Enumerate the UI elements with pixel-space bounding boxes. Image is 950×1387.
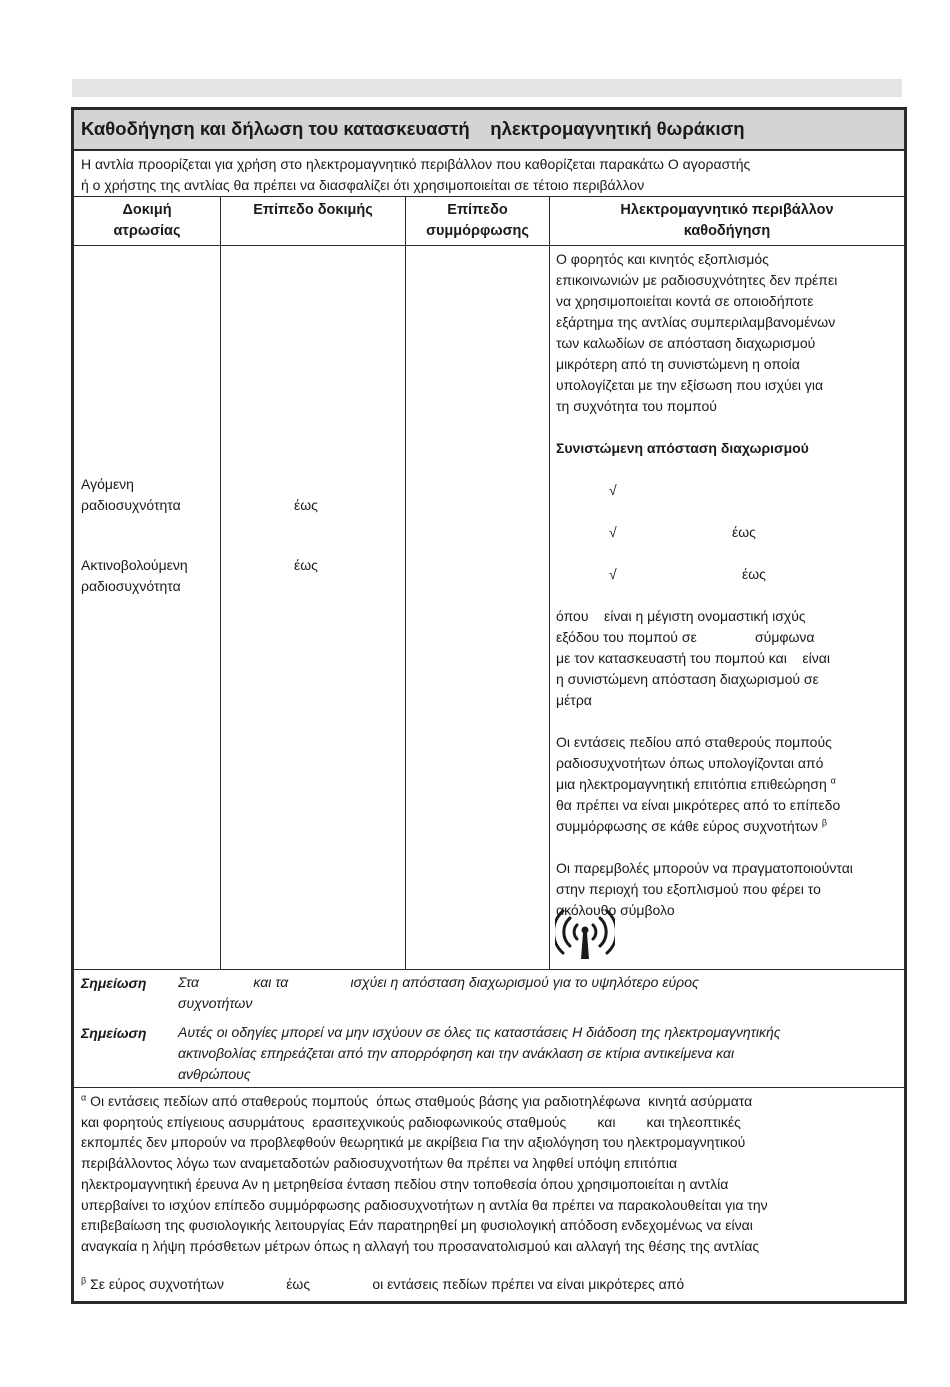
rule bbox=[74, 969, 904, 970]
footnote-beta: $^\beta$ Σε εύρος συχνοτήτων έως οι εντάσεις πεδίων πρέπει να είναι μικρότερες από bbox=[81, 1275, 685, 1292]
emc-table bbox=[71, 107, 907, 1304]
header-compliance-level: Επίπεδο συμμόρφωσης bbox=[426, 202, 529, 239]
formula-line: √ έως bbox=[609, 566, 766, 582]
environment-guidance: Ο φορητός και κινητός εξοπλισμός επικοινωνιών με ραδιοσυχνότητες δεν πρέπει να χρησιμοποιείται κοντά σε οποιοδήποτε εξάρτημα της αντλίας συμπεριλαμβανομένων των καλωδίων σε απόσταση διαχωρισμού μικρότερη από τη συνιστώμενη η οποία υπολογίζεται με την εξίσωση που ισχύει για τη συχνότητα του πομπού Συνιστώμενη απόσταση διαχωρισμού √ √ έως √ έως όπου είναι η μέγιστη ονομαστική ισχύς εξόδου του πομπού σε σύμφωνα με τον κατασκευαστή του πομπού και είναι η συνιστώμενη απόσταση διαχωρισμού σε μέτρα Οι εντάσεις πεδίου από σταθερούς πομπούς ραδιοσυχνοτήτων όπως υπολογίζονται από μια ηλεκτρομαγνητική επιτόπια επιθεώρηση $^\alpha$ θα πρέπει να είναι μικρότερες από το επίπεδο συμμόρφωσης σε κάθε εύρος συχνοτήτων $^\beta$ Οι παρεμβολές μπορούν να πραγματοποιούνται στην περιοχή του εξοπλισμού που φέρει το ακόλουθο σύμβολο bbox=[556, 249, 901, 921]
header-immunity-test: Δοκιμή ατρωσίας bbox=[113, 202, 181, 239]
note-text: Στα και τα ισχύει η απόσταση διαχωρισμού για το υψηλότερο εύρος συχνοτήτων bbox=[178, 974, 699, 1011]
row-radiated-rf: Ακτινοβολούμενη ραδιοσυχνότητα bbox=[81, 557, 188, 594]
table-title: Καθοδήγηση και δήλωση του κατασκευαστή ηλεκτρομαγνητική θωράκιση bbox=[81, 118, 745, 139]
radiated-test-level: έως bbox=[294, 557, 318, 573]
page-header-bar bbox=[72, 79, 902, 97]
intro-text bbox=[81, 154, 899, 196]
note-label: Σημείωση bbox=[81, 975, 147, 991]
non-ionizing-radiation-icon bbox=[555, 905, 615, 961]
row-conducted-rf: Αγόμενη ραδιοσυχνότητα bbox=[81, 476, 181, 513]
intro-line: Η αντλία προορίζεται για χρήση στο ηλεκτρομαγνητικό περιβάλλον που καθορίζεται παρακάτω Ο αγοραστής bbox=[81, 156, 751, 172]
rule bbox=[74, 1087, 904, 1088]
conducted-test-level: έως bbox=[294, 497, 318, 513]
footnote-alpha: $^\alpha$ Οι εντάσεις πεδίων από σταθερούς πομπούς όπως σταθμούς βάσης για ραδιοτηλέφωνα κινητά ασύρματα και φορητούς επίγειους ασυρμάτους ερασιτεχνικούς ραδιοφωνικούς σταθμούς και και τηλεοπτικές εκπομπές δεν μπορούν να προβλεφθούν θεωρητικά με ακρίβεια Για την αξιολόγηση του ηλεκτρομαγνητικού περιβάλλοντος λόγω των αναμεταδοτών ραδιοσυχνοτήτων θα πρέπει να ληφθεί υπόψη επιτόπια ηλεκτρομαγνητική έρευνα Αν η μετρηθείσα ένταση πεδίου στην τοποθεσία όπου χρησιμοποιείται η αντλία υπερβαίνει το ισχύον επίπεδο συμμόρφωσης ραδιοσυχνοτήτων η αντλία θα πρέπει να παρακολουθείται για την επιβεβαίωση της φυσιολογικής λειτουργίας Εάν παρατηρηθεί μη φυσιολογική απόδοση ενδεχομένως να είναι αναγκαία η λήψη πρόσθετων μέτρων όπως η αλλαγή του προσανατολισμού και αλλαγή της θέσης της αντλίας bbox=[81, 1092, 768, 1254]
header-test-level: Επίπεδο δοκιμής bbox=[253, 202, 373, 218]
formula-sqrt: √ bbox=[609, 482, 617, 498]
recommended-distance-heading: Συνιστώμενη απόσταση διαχωρισμού bbox=[556, 440, 809, 456]
table-title-bar bbox=[74, 110, 904, 151]
column-divider bbox=[220, 196, 221, 969]
column-divider bbox=[549, 196, 550, 969]
column-divider bbox=[405, 196, 406, 969]
intro-line: ή ο χρήστης της αντλίας θα πρέπει να διασφαλίζει ότι χρησιμοποιείται σε τέτοιο περιβάλλον bbox=[81, 177, 645, 193]
header-environment: Ηλεκτρομαγνητικό περιβάλλον καθοδήγηση bbox=[620, 202, 834, 239]
note-text: Αυτές οι οδηγίες μπορεί να μην ισχύουν σε όλες τις καταστάσεις Η διάδοση της ηλεκτρομαγνητικής ακτινοβολίας επηρεάζεται από την απορρόφηση και την ανάκλαση σε κτίρια αντικείμενα και ανθρώπους bbox=[178, 1024, 781, 1082]
formula-line: √ έως bbox=[609, 524, 756, 540]
rule bbox=[74, 245, 904, 246]
note-label: Σημείωση bbox=[81, 1025, 147, 1041]
rule bbox=[74, 196, 904, 197]
